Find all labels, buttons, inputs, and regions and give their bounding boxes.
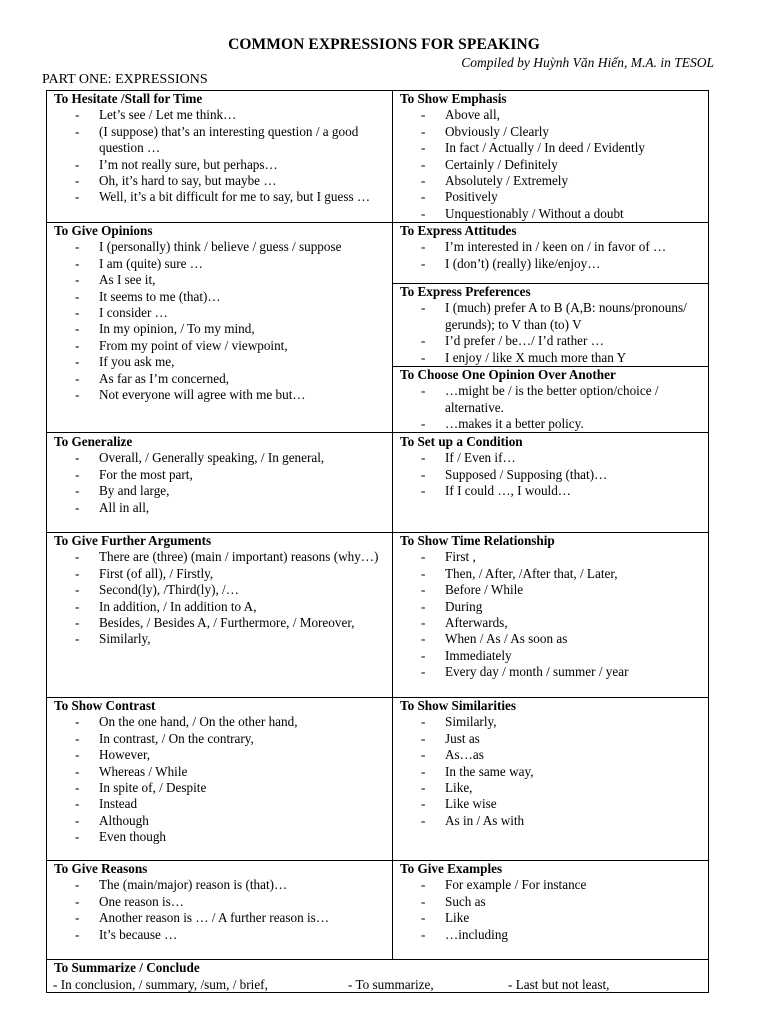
section-heading: To Choose One Opinion Over Another — [400, 367, 616, 382]
dash-bullet: - — [421, 926, 426, 942]
list-item — [54, 124, 392, 157]
section-emphasis — [393, 91, 708, 222]
dash-bullet: - — [75, 910, 80, 926]
list-item-text: Similarly, — [445, 714, 497, 730]
list-item — [54, 387, 392, 403]
list-item — [54, 566, 392, 582]
dash-bullet: - — [421, 123, 426, 139]
list-item-text: Then, / After, /After that, / Later, — [445, 565, 618, 581]
dash-bullet: - — [75, 466, 80, 482]
list-item-text: The (main/major) reason is (that)… — [99, 877, 288, 893]
section-attitudes — [393, 223, 708, 272]
section-heading: To Show Emphasis — [400, 91, 507, 106]
dash-bullet: - — [421, 107, 426, 123]
list-item-text: Let’s see / Let me think… — [99, 107, 237, 123]
dash-bullet: - — [75, 288, 80, 304]
dash-bullet: - — [421, 483, 426, 499]
dash-bullet: - — [75, 272, 80, 288]
section-heading: To Set up a Condition — [400, 434, 523, 449]
list-item-text: From my point of view / viewpoint, — [99, 337, 288, 353]
expression-list — [54, 714, 392, 845]
dash-bullet: - — [421, 549, 426, 565]
list-item-text: In addition, / In addition to A, — [99, 598, 257, 614]
section-similarities — [393, 698, 708, 829]
section-generalize — [47, 434, 392, 516]
list-item — [54, 813, 392, 829]
list-item-text: Obviously / Clearly — [445, 123, 550, 139]
list-item — [54, 189, 392, 205]
section-preferences — [393, 284, 708, 366]
list-item — [400, 450, 708, 466]
list-item-text: Above all, — [445, 107, 500, 123]
dash-bullet: - — [75, 565, 80, 581]
section-heading: To Give Examples — [400, 861, 503, 876]
dash-bullet: - — [421, 173, 426, 189]
list-item-text: If / Even if… — [445, 450, 516, 466]
expression-list — [400, 714, 708, 829]
list-item-text: It seems to me (that)… — [99, 288, 221, 304]
list-item — [54, 321, 392, 337]
list-item-text: As in / As with — [445, 812, 525, 828]
list-item-text: In the same way, — [445, 763, 534, 779]
list-item-text: Like — [445, 910, 470, 926]
list-item — [400, 157, 708, 173]
list-item — [400, 747, 708, 763]
section-heading: To Hesitate /Stall for Time — [54, 91, 203, 106]
border-right — [708, 90, 709, 993]
section-summarize — [47, 960, 707, 976]
section-heading: To Give Opinions — [54, 223, 153, 238]
dash-bullet: - — [421, 333, 426, 349]
list-item — [400, 350, 708, 366]
section-opinions — [47, 223, 392, 403]
dash-bullet: - — [75, 123, 80, 139]
list-item-text: First , — [445, 549, 476, 565]
list-item — [54, 599, 392, 615]
list-item-text: By and large, — [99, 483, 170, 499]
list-item — [54, 714, 392, 730]
list-item — [400, 813, 708, 829]
list-item — [54, 549, 392, 565]
dash-bullet: - — [421, 631, 426, 647]
list-item — [54, 780, 392, 796]
expression-list — [400, 877, 708, 943]
list-item — [54, 731, 392, 747]
list-item — [54, 764, 392, 780]
list-item — [54, 927, 392, 943]
dash-bullet: - — [75, 483, 80, 499]
dash-bullet: - — [75, 173, 80, 189]
dash-bullet: - — [421, 664, 426, 680]
section-heading: To Summarize / Conclude — [54, 960, 200, 975]
list-item-text: Whereas / While — [99, 763, 188, 779]
list-item — [400, 256, 708, 272]
expression-list — [54, 450, 392, 516]
list-item-text: (I suppose) that’s an interesting question / a good question … — [99, 123, 359, 156]
list-item — [54, 500, 392, 516]
list-item-text: Certainly / Definitely — [445, 156, 558, 172]
summary-phrase: - Last but not least, — [508, 977, 610, 992]
list-item — [54, 582, 392, 598]
list-item — [54, 877, 392, 893]
list-item-text: During — [445, 598, 483, 614]
list-item-text: Oh, it’s hard to say, but maybe … — [99, 173, 277, 189]
expression-list — [400, 383, 708, 432]
dash-bullet: - — [75, 321, 80, 337]
list-item — [400, 140, 708, 156]
list-item-text: …including — [445, 926, 509, 942]
dash-bullet: - — [75, 239, 80, 255]
list-item-text: I (don’t) (really) like/enjoy… — [445, 255, 601, 271]
list-item-text: Not everyone will agree with me but… — [99, 387, 306, 403]
list-item-text: Every day / month / summer / year — [445, 664, 629, 680]
list-item — [54, 631, 392, 647]
expression-list — [400, 239, 708, 272]
section-time — [393, 533, 708, 681]
dash-bullet: - — [75, 107, 80, 123]
list-item-text: I (much) prefer A to B (A,B: nouns/pronouns/ gerunds); to V than (to) V — [445, 300, 687, 332]
dash-bullet: - — [421, 300, 426, 316]
list-item — [400, 582, 708, 598]
list-item — [400, 416, 708, 432]
dash-bullet: - — [75, 499, 80, 515]
list-item-text: Similarly, — [99, 631, 151, 647]
list-item — [54, 450, 392, 466]
list-item — [400, 764, 708, 780]
list-item — [54, 894, 392, 910]
list-item-text: As far as I’m concerned, — [99, 370, 229, 386]
list-item — [54, 107, 392, 123]
dash-bullet: - — [75, 156, 80, 172]
list-item-text: …makes it a better policy. — [445, 416, 584, 432]
list-item — [400, 615, 708, 631]
dash-bullet: - — [421, 156, 426, 172]
section-choose — [393, 367, 708, 433]
list-item — [400, 877, 708, 893]
dash-bullet: - — [75, 549, 80, 565]
list-item — [400, 483, 708, 499]
list-item — [54, 239, 392, 255]
list-item-text: Instead — [99, 796, 138, 812]
section-hesitate — [47, 91, 392, 206]
list-item — [54, 467, 392, 483]
expression-list — [54, 239, 392, 403]
list-item-text: Overall, / Generally speaking, / In general, — [99, 450, 325, 466]
list-item — [54, 829, 392, 845]
dash-bullet: - — [421, 140, 426, 156]
list-item — [400, 780, 708, 796]
section-heading: To Give Reasons — [54, 861, 148, 876]
list-item — [400, 731, 708, 747]
dash-bullet: - — [421, 582, 426, 598]
dash-bullet: - — [421, 598, 426, 614]
section-heading: To Show Time Relationship — [400, 533, 555, 548]
list-item-text: Absolutely / Extremely — [445, 173, 569, 189]
dash-bullet: - — [421, 893, 426, 909]
list-item-text: In my opinion, / To my mind, — [99, 321, 255, 337]
list-item-text: I’d prefer / be…/ I’d rather … — [445, 333, 604, 349]
part-heading: PART ONE: EXPRESSIONS — [42, 72, 208, 87]
dash-bullet: - — [421, 416, 426, 432]
list-item — [400, 467, 708, 483]
section-reasons — [47, 861, 392, 943]
list-item-text: For the most part, — [99, 466, 193, 482]
list-item — [54, 157, 392, 173]
list-item-text: Besides, / Besides A, / Furthermore, / Moreover, — [99, 615, 355, 631]
list-item-text: Even though — [99, 829, 167, 845]
list-item — [54, 796, 392, 812]
dash-bullet: - — [75, 893, 80, 909]
dash-bullet: - — [421, 714, 426, 730]
expression-list — [400, 300, 708, 366]
list-item-text: Positively — [445, 189, 498, 205]
list-item-text: As…as — [445, 747, 484, 763]
list-item — [400, 333, 708, 349]
dash-bullet: - — [75, 780, 80, 796]
list-item — [54, 305, 392, 321]
list-item — [400, 648, 708, 664]
summary-phrase: - To summarize, — [348, 977, 434, 992]
dash-bullet: - — [421, 730, 426, 746]
expression-list — [54, 107, 392, 205]
list-item-text: As I see it, — [99, 272, 156, 288]
dash-bullet: - — [75, 812, 80, 828]
section-heading: To Generalize — [54, 434, 133, 449]
list-item — [400, 383, 708, 416]
list-item-text: …might be / is the better option/choice / alternative. — [445, 383, 659, 415]
list-item — [54, 173, 392, 189]
list-item-text: Supposed / Supposing (that)… — [445, 466, 608, 482]
dash-bullet: - — [75, 877, 80, 893]
expression-list — [54, 549, 392, 647]
dash-bullet: - — [421, 450, 426, 466]
list-item — [54, 615, 392, 631]
dash-bullet: - — [75, 354, 80, 370]
dash-bullet: - — [421, 910, 426, 926]
dash-bullet: - — [421, 239, 426, 255]
dash-bullet: - — [421, 383, 426, 399]
section-heading: To Show Similarities — [400, 698, 517, 713]
list-item-text: There are (three) (main / important) reasons (why…) — [99, 549, 379, 565]
dash-bullet: - — [75, 370, 80, 386]
dash-bullet: - — [421, 255, 426, 271]
list-item-text: Immediately — [445, 647, 512, 663]
list-item-text: It’s because … — [99, 926, 178, 942]
dash-bullet: - — [75, 189, 80, 205]
list-item-text: Well, it’s a bit difficult for me to say, but I guess … — [99, 189, 371, 205]
dash-bullet: - — [75, 615, 80, 631]
list-item-text: When / As / As soon as — [445, 631, 568, 647]
list-item-text: For example / For instance — [445, 877, 587, 893]
section-heading: To Give Further Arguments — [54, 533, 212, 548]
list-item-text: Another reason is … / A further reason is… — [99, 910, 330, 926]
dash-bullet: - — [75, 763, 80, 779]
dash-bullet: - — [421, 877, 426, 893]
list-item-text: All in all, — [99, 499, 150, 515]
document-title: COMMON EXPRESSIONS FOR SPEAKING — [228, 36, 540, 53]
list-item — [54, 371, 392, 387]
dash-bullet: - — [421, 205, 426, 221]
list-item — [54, 910, 392, 926]
list-item — [54, 354, 392, 370]
compiled-by: Compiled by Huỳnh Văn Hiến, M.A. in TESOL — [461, 55, 714, 70]
dash-bullet: - — [421, 796, 426, 812]
section-contrast — [47, 698, 392, 846]
list-item-text: Like, — [445, 780, 473, 796]
list-item-text: One reason is… — [99, 893, 184, 909]
dash-bullet: - — [421, 189, 426, 205]
list-item-text: Just as — [445, 730, 480, 746]
list-item — [400, 107, 708, 123]
list-item-text: If you ask me, — [99, 354, 175, 370]
list-item — [400, 566, 708, 582]
list-item — [400, 300, 708, 333]
list-item — [400, 124, 708, 140]
list-item — [400, 714, 708, 730]
dash-bullet: - — [421, 780, 426, 796]
list-item — [54, 338, 392, 354]
list-item-text: Although — [99, 812, 149, 828]
list-item-text: I’m interested in / keen on / in favor of … — [445, 239, 667, 255]
list-item — [400, 631, 708, 647]
dash-bullet: - — [75, 255, 80, 271]
list-item-text: First (of all), / Firstly, — [99, 565, 214, 581]
dash-bullet: - — [421, 615, 426, 631]
list-item — [400, 910, 708, 926]
list-item — [54, 256, 392, 272]
expression-list — [400, 107, 708, 222]
list-item — [400, 549, 708, 565]
dash-bullet: - — [421, 565, 426, 581]
dash-bullet: - — [421, 466, 426, 482]
dash-bullet: - — [421, 812, 426, 828]
list-item-text: However, — [99, 747, 151, 763]
list-item-text: If I could …, I would… — [445, 483, 571, 499]
dash-bullet: - — [75, 387, 80, 403]
section-heading: To Express Attitudes — [400, 223, 517, 238]
list-item-text: In contrast, / On the contrary, — [99, 730, 254, 746]
dash-bullet: - — [421, 747, 426, 763]
dash-bullet: - — [75, 631, 80, 647]
dash-bullet: - — [75, 730, 80, 746]
list-item-text: I (personally) think / believe / guess / suppose — [99, 239, 342, 255]
list-item — [400, 239, 708, 255]
dash-bullet: - — [75, 926, 80, 942]
expression-list — [54, 877, 392, 943]
list-item — [400, 599, 708, 615]
dash-bullet: - — [421, 349, 426, 365]
list-item — [54, 272, 392, 288]
dash-bullet: - — [75, 714, 80, 730]
dash-bullet: - — [75, 598, 80, 614]
dash-bullet: - — [421, 763, 426, 779]
section-heading: To Show Contrast — [54, 698, 156, 713]
dash-bullet: - — [421, 647, 426, 663]
list-item — [400, 664, 708, 680]
list-item — [54, 483, 392, 499]
dash-bullet: - — [75, 582, 80, 598]
expression-list — [400, 450, 708, 499]
dash-bullet: - — [75, 305, 80, 321]
list-item — [400, 927, 708, 943]
section-condition — [393, 434, 708, 500]
list-item-text: Second(ly), /Third(ly), /… — [99, 582, 239, 598]
section-examples — [393, 861, 708, 943]
list-item-text: In spite of, / Despite — [99, 780, 207, 796]
list-item-text: In fact / Actually / In deed / Evidently — [445, 140, 645, 156]
summary-phrase: - In conclusion, / summary, /sum, / brief, — [53, 977, 268, 992]
list-item-text: I am (quite) sure … — [99, 255, 203, 271]
list-item — [400, 206, 708, 222]
list-item — [400, 796, 708, 812]
list-item-text: I enjoy / like X much more than Y — [445, 349, 627, 365]
section-further-arguments — [47, 533, 392, 648]
list-item-text: Afterwards, — [445, 615, 508, 631]
list-item — [400, 189, 708, 205]
list-item-text: Before / While — [445, 582, 524, 598]
list-item-text: On the one hand, / On the other hand, — [99, 714, 298, 730]
list-item-text: Like wise — [445, 796, 497, 812]
list-item-text: I’m not really sure, but perhaps… — [99, 156, 278, 172]
list-item-text: Such as — [445, 893, 486, 909]
list-item — [54, 747, 392, 763]
dash-bullet: - — [75, 796, 80, 812]
list-item — [400, 894, 708, 910]
dash-bullet: - — [75, 337, 80, 353]
list-item — [54, 289, 392, 305]
dash-bullet: - — [75, 829, 80, 845]
dash-bullet: - — [75, 747, 80, 763]
section-heading: To Express Preferences — [400, 284, 531, 299]
list-item — [400, 173, 708, 189]
expression-list — [400, 549, 708, 680]
dash-bullet: - — [75, 450, 80, 466]
list-item-text: I consider … — [99, 305, 168, 321]
list-item-text: Unquestionably / Without a doubt — [445, 205, 624, 221]
